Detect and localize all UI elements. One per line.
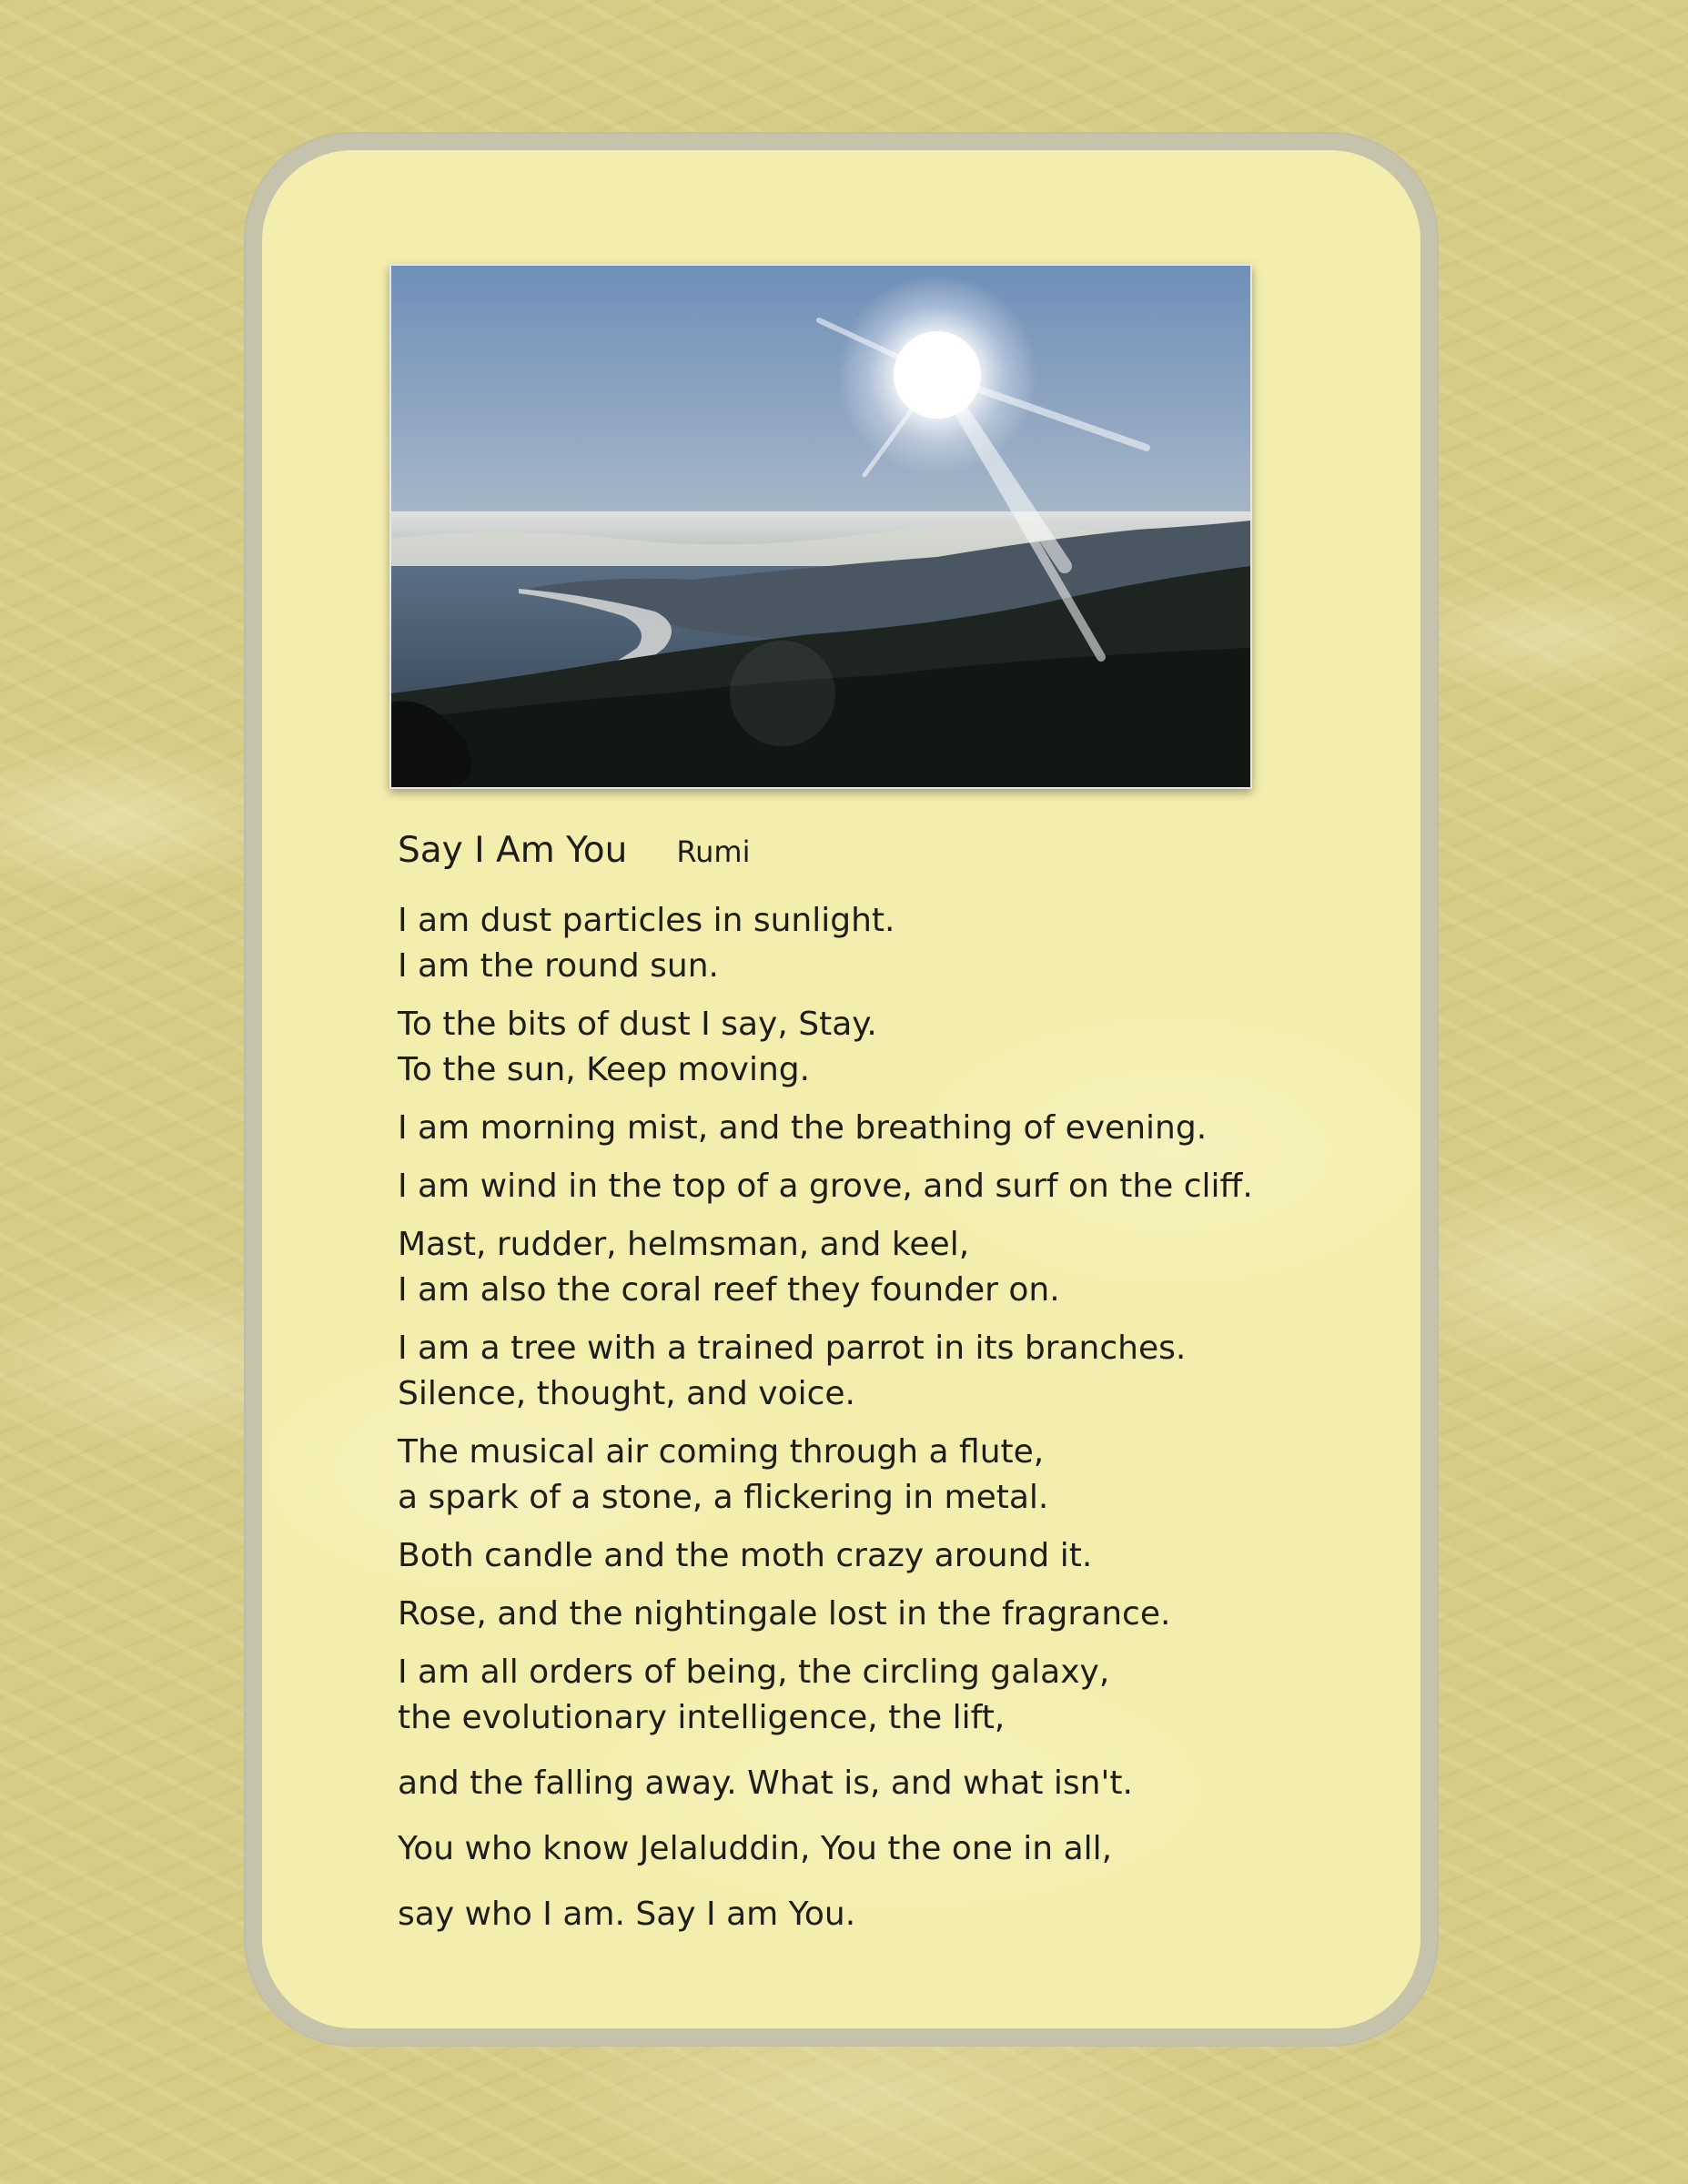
stanza: [398, 1650, 1380, 1741]
poem-line: Rose, and the nightingale lost in the fragrance.: [398, 1595, 1171, 1633]
coastal-sunlight-photo: [389, 264, 1252, 789]
stanza: [398, 1002, 1380, 1093]
poem-author: Rumi: [676, 834, 751, 869]
stanza: [398, 1533, 1380, 1579]
poem-line: To the sun, Keep moving.: [398, 1051, 811, 1088]
poem-line: I am wind in the top of a grove, and surf on the cliff.: [398, 1168, 1253, 1205]
stanza: [398, 1106, 1380, 1151]
poem-title: Say I Am You: [398, 830, 628, 871]
poem-header: [398, 830, 1380, 882]
landscape-illustration: [391, 266, 1250, 787]
poem-line: Silence, thought, and voice.: [398, 1375, 855, 1412]
stanza: [398, 1164, 1380, 1209]
poem-line: I am the round sun.: [398, 947, 719, 985]
poem-line: say who I am. Say I am You.: [398, 1896, 856, 1933]
poem-line: I am all orders of being, the circling galaxy,: [398, 1653, 1110, 1691]
poem-line: I am a tree with a trained parrot in its branches.: [398, 1330, 1187, 1367]
poem-line: I am morning mist, and the breathing of evening.: [398, 1109, 1208, 1147]
stanza: [398, 1222, 1380, 1313]
poem-line: a spark of a stone, a flickering in metal.: [398, 1479, 1049, 1516]
poem-line: Mast, rudder, helmsman, and keel,: [398, 1226, 970, 1263]
poem-line: I am also the coral reef they founder on.: [398, 1271, 1060, 1309]
stanza: [398, 1326, 1380, 1417]
stanza: [398, 1892, 1380, 1937]
poem-line: and the falling away. What is, and what isn't.: [398, 1764, 1133, 1802]
poem-line: I am dust particles in sunlight.: [398, 902, 895, 939]
poem-line: Both candle and the moth crazy around it.: [398, 1537, 1093, 1574]
poem: [398, 830, 1380, 1937]
stanza: [398, 1826, 1380, 1872]
stanza: [398, 1761, 1380, 1806]
poem-line: the evolutionary intelligence, the lift,: [398, 1699, 1006, 1736]
stanza: [398, 1592, 1380, 1637]
poem-line: The musical air coming through a flute,: [398, 1433, 1045, 1471]
stanza: [398, 1430, 1380, 1521]
poem-line: To the bits of dust I say, Stay.: [398, 1006, 877, 1043]
poem-line: You who know Jelaluddin, You the one in all,: [398, 1830, 1113, 1867]
stanza: [398, 898, 1380, 989]
